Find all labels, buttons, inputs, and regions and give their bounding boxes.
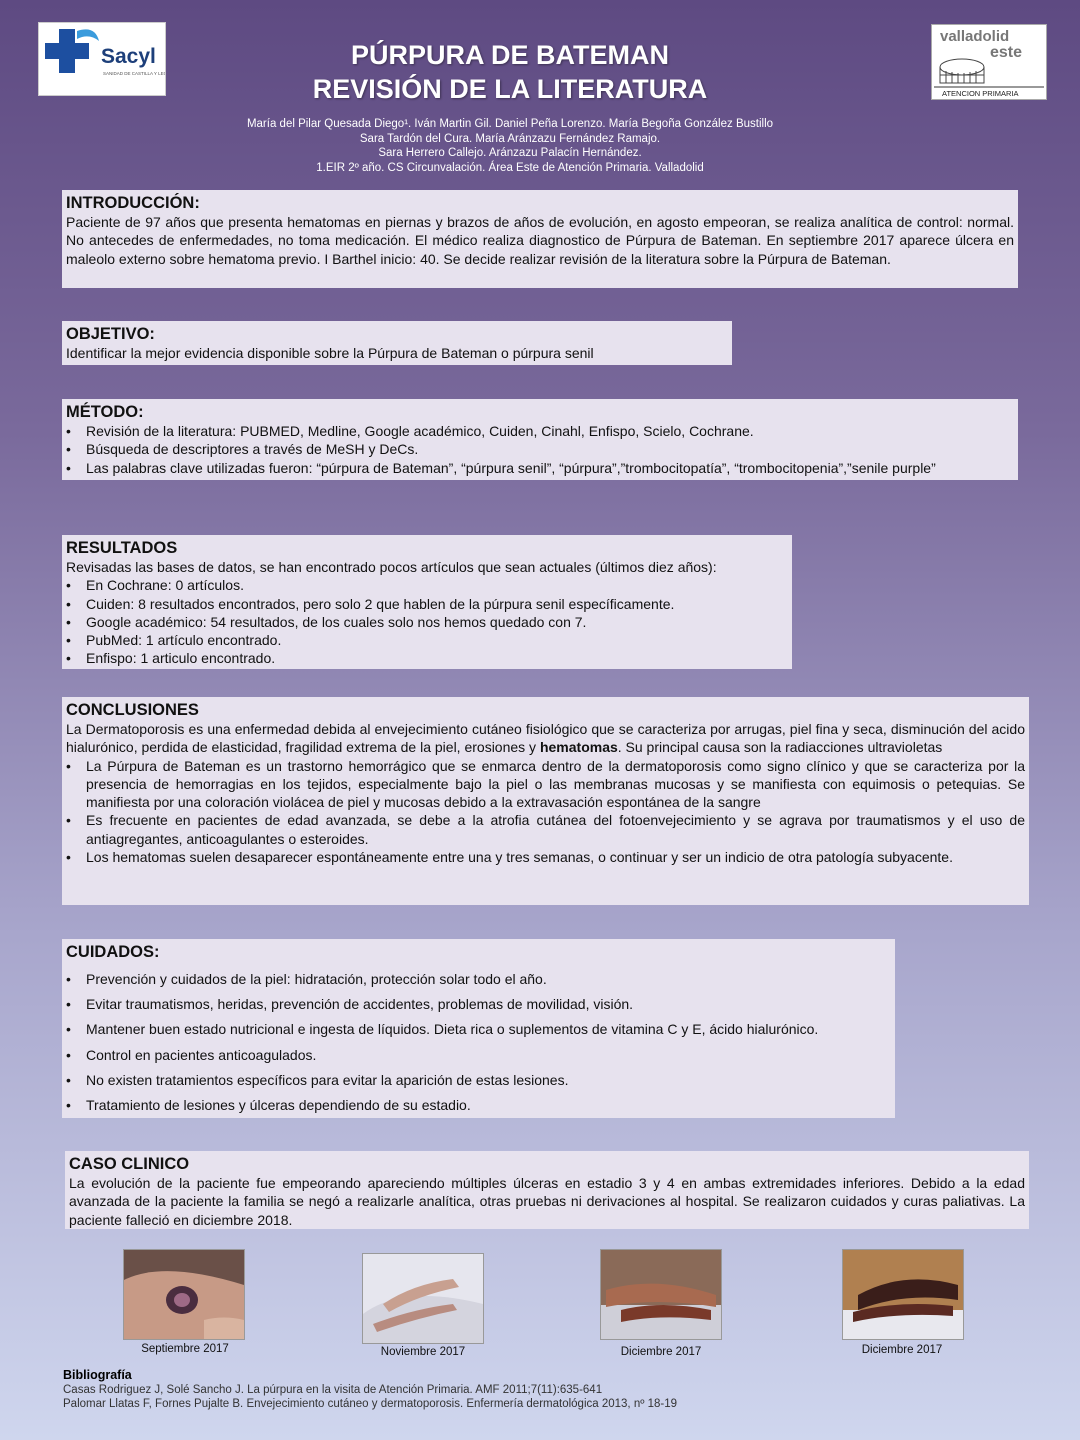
cuidados-item: • No existen tratamientos específicos para evitar la aparición de estas lesiones.	[66, 1071, 891, 1089]
authors-line: Sara Tardón del Cura. María Aránzazu Fernández Ramajo.	[359, 132, 661, 145]
photo-caption-1: Septiembre 2017	[141, 1343, 229, 1355]
objetivo-heading: OBJETIVO:	[66, 325, 155, 343]
authors-block	[180, 117, 840, 175]
conclusiones-intro-bold: hematomas	[539, 739, 618, 756]
conclusiones-item: • La Púrpura de Bateman es un trastorno hemorrágico que se enmarca dentro de la dermatoporosis como signo clínico y que se caracteriza por la presencia de hemorragias en los tejidos, especialmente bajo la piel o las membranas mucosas y se manifiesta con equimosis o petequias. Se manifiesta por una coloración violácea de piel y mucosas debido a la extravasación espontánea de la sangre	[66, 757, 1025, 812]
resultados-heading: RESULTADOS	[66, 539, 178, 557]
cuidados-item: • Prevención y cuidados de la piel: hidratación, protección solar todo el año.	[66, 970, 891, 988]
este-logo-text: este	[990, 44, 1023, 61]
resultados-item: • Google académico: 54 resultados, de los cuales solo nos hemos quedado con 7.	[66, 613, 788, 631]
cuidados-item: • Control en pacientes anticoagulados.	[66, 1046, 891, 1064]
objetivo-section	[62, 321, 732, 365]
authors-line: Sara Herrero Callejo. Aránzazu Palacín Hernández.	[378, 147, 642, 159]
cuidados-item: • Tratamiento de lesiones y úlceras dependiendo de su estadio.	[66, 1096, 891, 1114]
conclusiones-intro-text: La Dermatoporosis es una enfermedad debida al envejecimiento cutáneo fisiológico que se caracteriza por arrugas, piel fina y seca, disminución del acido hialurónico, perdida de elasticidad, fragilidad extrema de la piel, erosiones y	[66, 721, 1025, 756]
bibliografia-heading: Bibliografía	[63, 1368, 132, 1382]
bibliografia-section	[63, 1368, 677, 1412]
metodo-section	[62, 399, 1018, 480]
resultados-intro: Revisadas las bases de datos, se han encontrado pocos artículos que sean actuales (últimos diez años):	[66, 559, 717, 575]
valladolid-este-logo	[931, 24, 1047, 100]
wound-photo-3	[600, 1249, 722, 1340]
bibliografia-ref: Casas Rodriguez J, Solé Sancho J. La púrpura en la visita de Atención Primaria. AMF 2011;7(11):635-641	[63, 1383, 603, 1396]
cuidados-list	[66, 970, 891, 1114]
resultados-item: • Enfispo: 1 articulo encontrado.	[66, 649, 788, 667]
sacyl-logo	[38, 22, 166, 96]
caso-clinico-section	[65, 1151, 1029, 1229]
resultados-section	[62, 535, 792, 669]
sacyl-logo-text: Sacyl	[101, 45, 156, 68]
cuidados-item: • Evitar traumatismos, heridas, prevención de accidentes, problemas de movilidad, visión.	[66, 995, 891, 1013]
introduccion-section	[62, 190, 1018, 288]
conclusiones-list	[66, 757, 1025, 867]
objetivo-text: Identificar la mejor evidencia disponible sobre la Púrpura de Bateman o púrpura senil	[66, 345, 594, 361]
bibliografia-ref: Palomar Llatas F, Fornes Pujalte B. Envejecimiento cutáneo y dermatoporosis. Enfermería dermatológica 2013, nº 18-19	[63, 1398, 678, 1410]
conclusiones-intro	[66, 720, 1025, 757]
metodo-item: • Búsqueda de descriptores a través de MeSH y DeCs.	[66, 440, 1014, 458]
valladolid-logo-text: valladolid	[940, 28, 1010, 45]
photo-caption-4: Diciembre 2017	[861, 1344, 943, 1356]
conclusiones-heading: CONCLUSIONES	[66, 701, 199, 719]
authors-affiliation: 1.EIR 2º año. CS Circunvalación. Área Este de Atención Primaria. Valladolid	[316, 161, 704, 174]
wound-photo-1	[123, 1249, 245, 1340]
conclusiones-intro-text-end: . Su principal causa son la radiacciones ultravioletas	[617, 739, 943, 756]
wound-photo-2	[362, 1253, 484, 1344]
caso-clinico-heading: CASO CLINICO	[69, 1155, 190, 1173]
resultados-list	[66, 576, 788, 667]
poster-title-line1: PÚRPURA DE BATEMAN	[350, 40, 669, 70]
wound-photo-4	[842, 1249, 964, 1340]
cuidados-heading: CUIDADOS:	[66, 943, 160, 961]
metodo-item: • Las palabras clave utilizadas fueron: “púrpura de Bateman”, “púrpura senil”, “púrpura”,”trombocitopatía”, “trombocitopenia”,”senile purple”	[66, 459, 1014, 477]
conclusiones-section	[62, 697, 1029, 905]
authors-line: María del Pilar Quesada Diego¹. Iván Martin Gil. Daniel Peña Lorenzo. María Begoña González Bustillo	[246, 118, 774, 130]
introduccion-text: Paciente de 97 años que presenta hematomas en piernas y brazos de años de evolución, en agosto empeoran, se realiza analítica de control: normal. No antecedes de enfermedades, no toma medicación. El médico realiza diagnostico de Púrpura de Bateman. En septiembre 2017 aparece úlcera en maleolo externo sobre hematoma previo. I Barthel inicio: 40. Se decide realizar revisión de la literatura sobre la Púrpura de Bateman.	[66, 214, 1014, 267]
photo-caption-2: Noviembre 2017	[380, 1346, 466, 1358]
resultados-item: • En Cochrane: 0 artículos.	[66, 576, 788, 594]
conclusiones-item: • Es frecuente en pacientes de edad avanzada, se debe a la atrofia cutánea del fotoenvejecimiento y se agrava por traumatismos y el uso de antiagregantes, anticoagulantes o esteroides.	[66, 811, 1025, 848]
caso-clinico-text: La evolución de la paciente fue empeorando apareciendo múltiples úlceras en estadio 3 y 4 en ambas extremidades inferiores. Debido a la edad avanzada de la paciente la familia se negó a realizarle analítica, otras pruebas ni derivaciones al hospital. Se realizaron cuidados y curas paliativas. La paciente falleció en diciembre 2018.	[69, 1175, 1025, 1228]
cuidados-item: • Mantener buen estado nutricional e ingesta de líquidos. Dieta rica o suplementos de vitamina C y E, ácido hialurónico.	[66, 1020, 891, 1038]
conclusiones-item: • Los hematomas suelen desaparecer espontáneamente entre una y tres semanas, o continuar y ser un indicio de otra patología subyacente.	[66, 848, 1025, 866]
metodo-heading: MÉTODO:	[66, 403, 144, 421]
resultados-item: • Cuiden: 8 resultados encontrados, pero solo 2 que hablen de la púrpura senil específicamente.	[66, 595, 788, 613]
sacyl-logo-subtitle: SANIDAD DE CASTILLA Y LEÓN	[103, 71, 165, 76]
atencion-primaria-text: ATENCION PRIMARIA	[942, 89, 1019, 98]
cuidados-section	[62, 939, 895, 1118]
introduccion-heading: INTRODUCCIÓN:	[66, 194, 200, 212]
poster-title-line2: REVISIÓN DE LA LITERATURA	[312, 74, 708, 104]
photo-caption-3: Diciembre 2017	[620, 1346, 702, 1358]
metodo-item: • Revisión de la literatura: PUBMED, Medline, Google académico, Cuiden, Cinahl, Enfispo, Scielo, Cochrane.	[66, 422, 1014, 440]
resultados-item: • PubMed: 1 artículo encontrado.	[66, 631, 788, 649]
metodo-list	[66, 422, 1014, 477]
